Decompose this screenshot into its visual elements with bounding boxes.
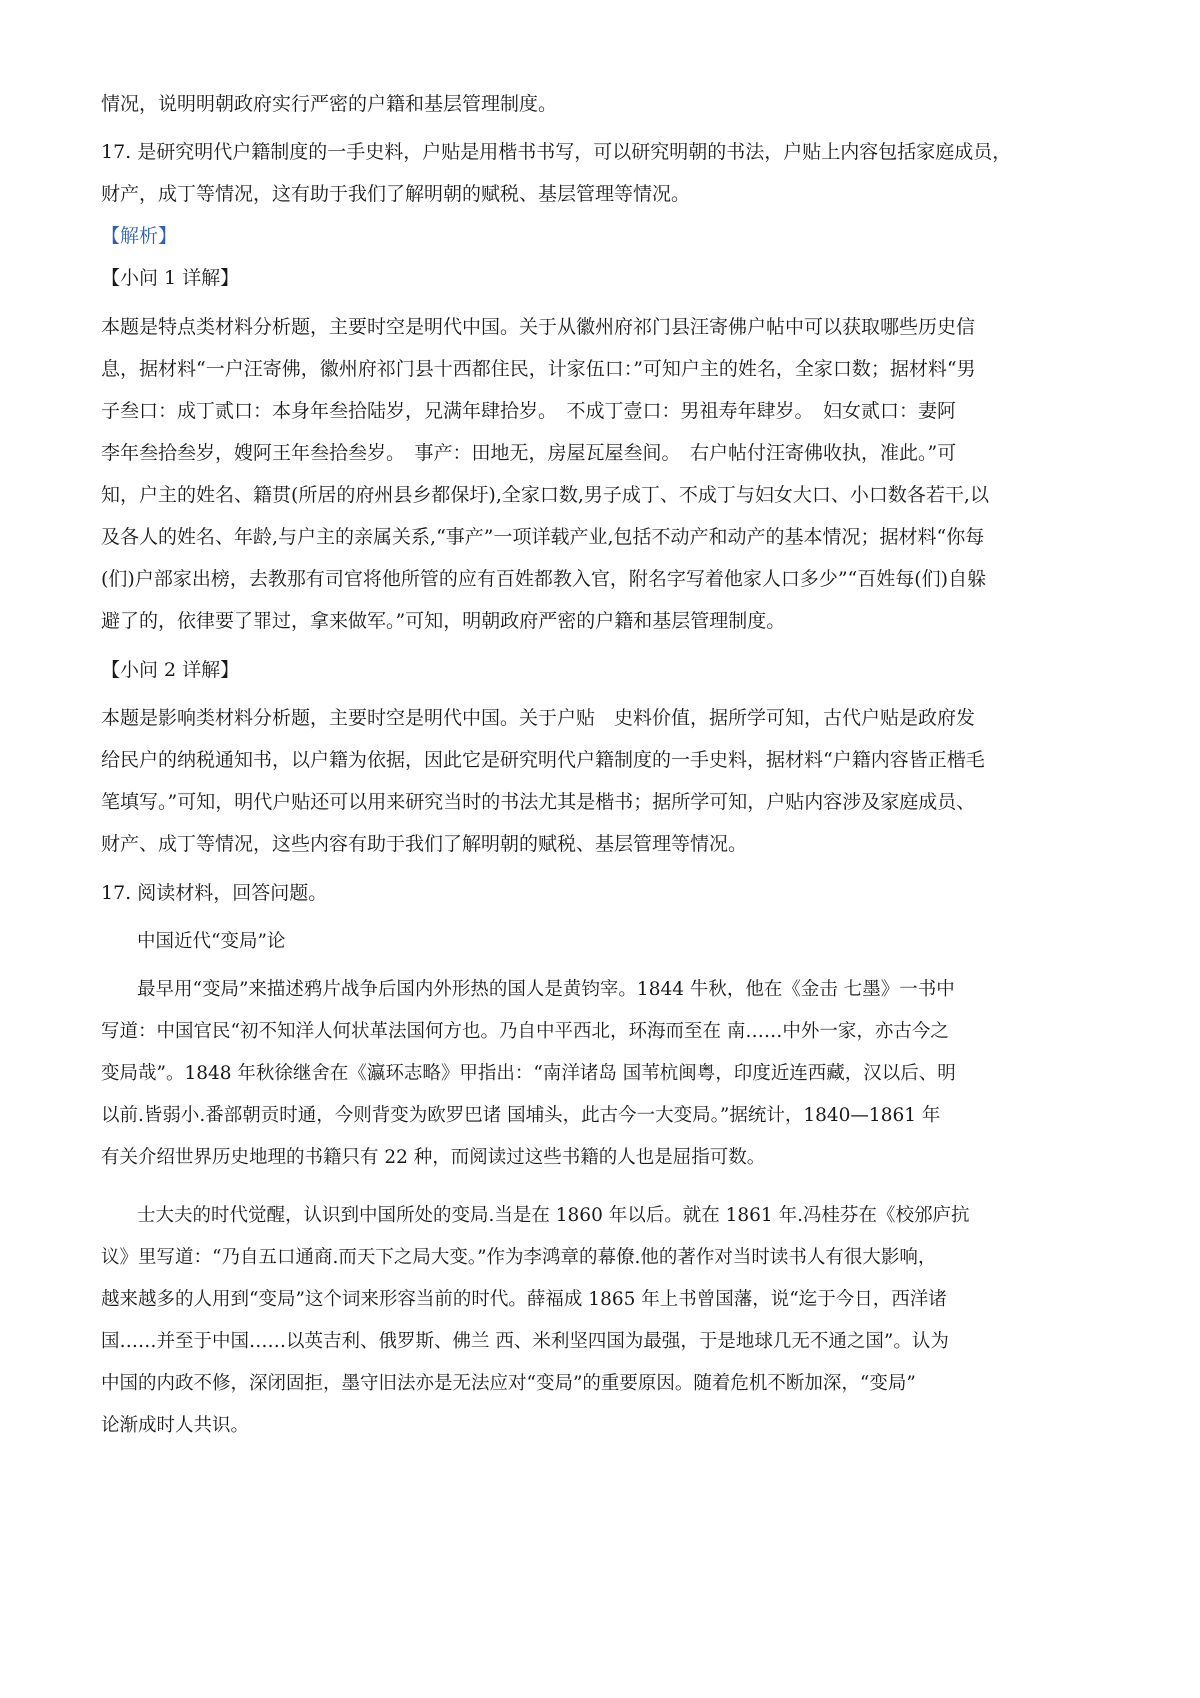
subquestion-1-heading: 【小问 1 详解】 [101,267,240,289]
explanation-line: 财产、成丁等情况，这些内容有助于我们了解明朝的赋税、基层管理等情况。 [101,833,748,855]
material-paragraph-line: 士大夫的时代觉醒，认识到中国所处的变局.当是在 1860 年以后。就在 1861 年.冯桂芬在《校邠庐抗 [137,1205,970,1226]
explanation-line: 笔填写。”可知，明代户贴还可以用来研究当时的书法尤其是楷书；据所学可知，户贴内容涉及家庭成员、 [101,791,976,813]
explanation-line: 李年叁拾叁岁，嫂阿王年叁拾叁岁。 事产：田地无，房屋瓦屋叁间。 右户帖付汪寄佛收执，准此。”可 [101,442,957,464]
material-paragraph-line: 最早用“变局”来描述鸦片战争后国内外形热的国人是黄钧宰。1844 牛秋，他在《金击 七墨》一书中 [137,979,955,1000]
material-paragraph-line: 中国的内政不修，深闭固拒，墨守旧法亦是无法应对“变局”的重要原因。随着危机不断加深，“变局” [101,1373,916,1394]
material-paragraph-line: 国……并至于中国……以英吉利、俄罗斯、佛兰 西、米利坚四国为最强，于是地球几无不通之国”。认为 [101,1331,949,1352]
material-title: 中国近代“变局”论 [137,931,286,952]
material-paragraph-line: 写道：中国官民“初不知洋人何状革法国何方也。乃自中平西北，环海而至在 南……中外一家，亦古今之 [101,1021,949,1042]
answer-line: 情况，说明明朝政府实行严密的户籍和基层管理制度。 [101,93,558,115]
question-17-heading: 17. 阅读材料，回答问题。 [101,882,328,904]
subquestion-2-heading: 【小问 2 详解】 [101,659,240,681]
explanation-line: 及各人的姓名、年龄,与户主的亲属关系,“事产”一项详载产业,包括不动产和动产的基本情况；据材料“你每 [101,526,985,548]
material-paragraph-line: 以前.皆弱小.番部朝贡时通，今则背变为欧罗巴诸 国埔头，此古今一大变局。”据统计，1840—1861 年 [101,1105,941,1126]
explanation-line: 本题是特点类材料分析题，主要时空是明代中国。关于从徽州府祁门县汪寄佛户帖中可以获取哪些历史信 [101,316,976,338]
explanation-line: 避了的，依律要了罪过，拿来做军。”可知，明朝政府严密的户籍和基层管理制度。 [101,610,786,632]
analysis-heading: 【解析】 [101,225,178,247]
explanation-line: 息，据材料“一户汪寄佛，徽州府祁门县十西都住民，计家伍口：”可知户主的姓名，全家口数；据材料“男 [101,358,976,380]
material-paragraph-line: 有关介绍世界历史地理的书籍只有 22 种，而阅读过这些书籍的人也是屈指可数。 [101,1147,766,1168]
answer-17-line: 财产，成丁等情况，这有助于我们了解明朝的赋税、基层管理等情况。 [101,183,691,205]
material-paragraph-line: 议》里写道：“乃自五口通商.而天下之局大变。”作为李鸿章的幕僚.他的著作对当时读书人有很大影响， [101,1247,937,1268]
explanation-line: (们)户部家出榜，去教那有司官将他所管的应有百姓都教入官，附名字写着他家人口多少”“百姓每(们)自躲 [101,568,987,590]
material-paragraph-line: 论渐成时人共识。 [101,1415,250,1436]
explanation-line: 知，户主的姓名、籍贯(所居的府州县乡都保圩),全家口数,男子成丁、不成丁与妇女大口、小口数各若干,以 [101,484,989,506]
explanation-line: 子叁口：成丁贰口：本身年叁拾陆岁，兄满年肆拾岁。 不成丁壹口：男祖寿年肆岁。 妇女贰口：妻阿 [101,400,957,422]
material-paragraph-line: 越来越多的人用到“变局”这个词来形容当前的时代。薛福成 1865 年上书曾国藩，说“迄于今日，西洋诸 [101,1289,947,1310]
explanation-line: 给民户的纳税通知书，以户籍为依据，因此它是研究明代户籍制度的一手史料，据材料“户籍内容皆正楷毛 [101,749,985,771]
explanation-line: 本题是影响类材料分析题，主要时空是明代中国。关于户贴 史料价值，据所学可知，古代户贴是政府发 [101,707,976,729]
material-paragraph-line: 变局哉”。1848 年秋徐继舍在《瀛环志略》甲指出：“南洋诸岛 国苇杭闽粤，印度近连西藏，汉以后、明 [101,1063,956,1084]
answer-17-line: 17. 是研究明代户籍制度的一手史料，户贴是用楷书书写，可以研究明朝的书法，户贴上内容包括家庭成员， [101,141,1012,163]
